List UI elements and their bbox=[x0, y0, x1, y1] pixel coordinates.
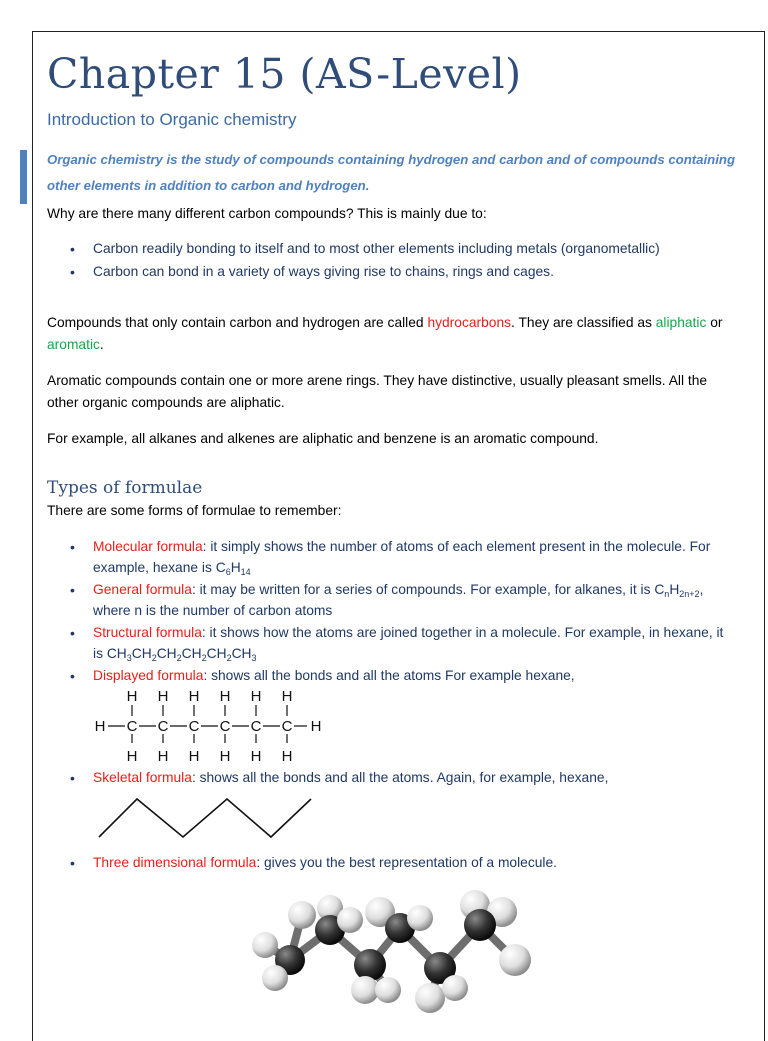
aromatic-paragraph: Aromatic compounds contain one or more arene rings. They have distinctive, usually pleasant smells. All the other organic compounds are aliphatic. bbox=[47, 373, 708, 410]
list-item-displayed: • Displayed formula: shows all the bonds and all the atoms For example hexane, bbox=[47, 666, 727, 687]
aromatic-term: aromatic bbox=[47, 337, 100, 352]
hydrocarbons-paragraph: Compounds that only contain carbon and hydrogen are called hydrocarbons. They are classified as aliphatic or aromatic. bbox=[47, 315, 723, 352]
hydrogen-atom: H bbox=[281, 688, 293, 705]
list-item: • Carbon readily bonding to itself and to most other elements including metals (organometallic) bbox=[47, 239, 727, 260]
formulae-heading: Types of formulae bbox=[47, 478, 203, 498]
formulae-list-2 bbox=[47, 768, 727, 789]
hydrogen-atom: H bbox=[126, 688, 138, 705]
formulae-intro: There are some forms of formulae to remember: bbox=[47, 503, 342, 518]
page-title: Chapter 15 (AS-Level) bbox=[47, 50, 522, 98]
carbon-atom: C bbox=[219, 718, 231, 735]
hydrogen-atom: H bbox=[188, 748, 200, 764]
hydrogen-atom: H bbox=[157, 688, 169, 705]
hydrogen-atom: H bbox=[281, 748, 293, 764]
carbon-atom: C bbox=[281, 718, 293, 735]
hydrogen-atom: H bbox=[157, 748, 169, 764]
skeletal-formula-diagram bbox=[95, 795, 325, 845]
hydrogen-atom: H bbox=[126, 748, 138, 764]
aliphatic-term: aliphatic bbox=[655, 315, 707, 330]
quote-accent-bar bbox=[20, 150, 27, 204]
page-subtitle: Introduction to Organic chemistry bbox=[47, 110, 297, 129]
formulae-list bbox=[47, 537, 727, 687]
list-item-3d: • Three dimensional formula: gives you the best representation of a molecule. bbox=[47, 853, 727, 874]
hydrogen-atom: H bbox=[310, 718, 322, 735]
hydrogen-atom: H bbox=[219, 688, 231, 705]
list-item-general: • General formula: it may be written for a series of compounds. For example, for alkanes, it is $C_nH_{2n+2}$, where n is the number of carbon atoms bbox=[47, 580, 727, 621]
carbon-atom: C bbox=[157, 718, 169, 735]
why-question: Why are there many different carbon compounds? This is mainly due to: bbox=[47, 206, 487, 221]
hydrogen-atom: H bbox=[250, 688, 262, 705]
hydrocarbons-term: hydrocarbons bbox=[427, 315, 512, 330]
hydrogen-atom: H bbox=[219, 748, 231, 764]
example-paragraph: For example, all alkanes and alkenes are aliphatic and benzene is an aromatic compound. bbox=[47, 431, 599, 446]
carbon-atom: C bbox=[126, 718, 138, 735]
formulae-list-3 bbox=[47, 853, 727, 874]
hydrogen-atom: H bbox=[188, 688, 200, 705]
hydrogen-atom: H bbox=[94, 718, 106, 735]
ball-and-stick-model bbox=[240, 890, 560, 1024]
reasons-list bbox=[47, 239, 727, 282]
hydrogen-atom: H bbox=[250, 748, 262, 764]
carbon-atom: C bbox=[188, 718, 200, 735]
skeletal-chain bbox=[99, 799, 311, 837]
list-item-skeletal: • Skeletal formula: shows all the bonds and all the atoms. Again, for example, hexane, bbox=[47, 768, 727, 789]
list-item-structural: • Structural formula: it shows how the atoms are joined together in a molecule. For example, in hexane, it is $CH_3CH_2CH_2CH_2CH_2CH_3$ bbox=[47, 623, 727, 664]
list-item-molecular: • Molecular formula: it simply shows the number of atoms of each element present in the molecule. For example, hexane is $C_6H_{14}$ bbox=[47, 537, 727, 578]
list-item: • Carbon can bond in a variety of ways giving rise to chains, rings and cages. bbox=[47, 262, 727, 283]
displayed-formula-diagram bbox=[90, 684, 330, 764]
carbon-atom: C bbox=[250, 718, 262, 735]
intro-quote: Organic chemistry is the study of compounds containing hydrogen and carbon and of compounds containing other elements in addition to carbon and hydrogen. bbox=[47, 152, 735, 193]
